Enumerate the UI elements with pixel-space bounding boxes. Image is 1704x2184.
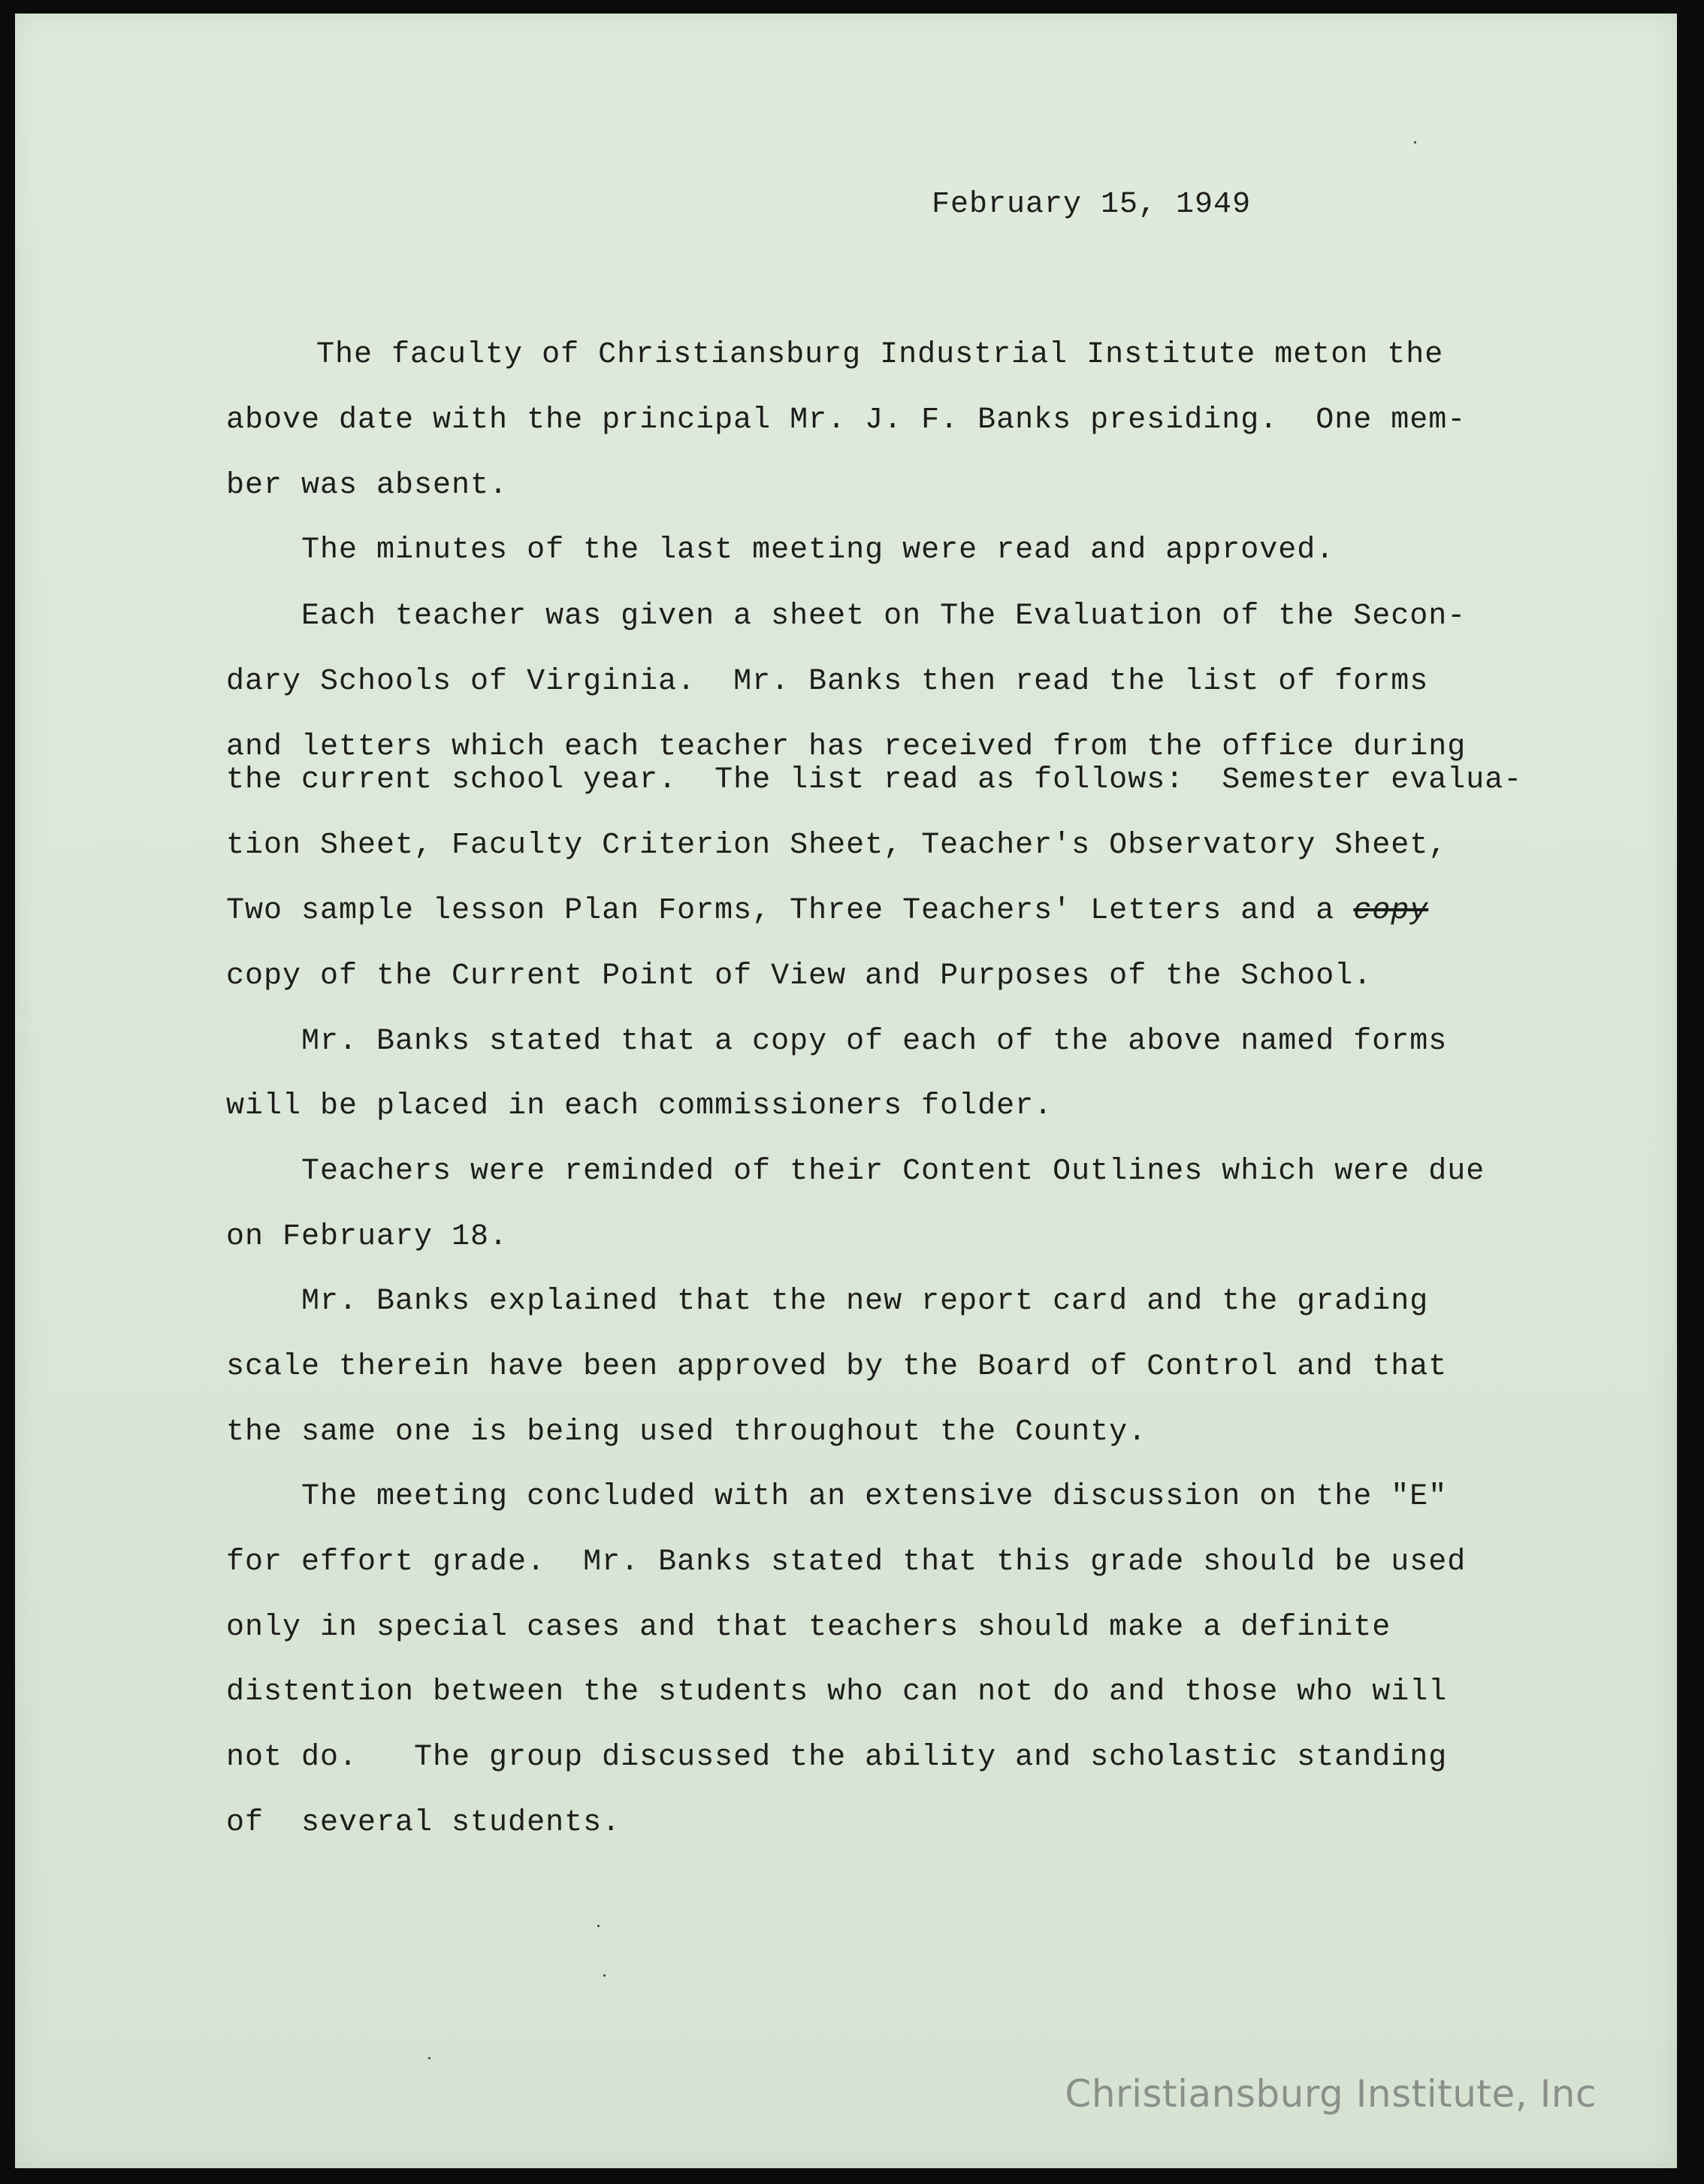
text-line: the current school year. The list read as follows: Semester evalua- bbox=[226, 763, 1523, 797]
text-line-content: Two sample lesson Plan Forms, Three Teachers' Letters and a bbox=[226, 894, 1335, 928]
struck-word: copy bbox=[1353, 894, 1429, 928]
text-line: only in special cases and that teachers should make a definite bbox=[226, 1611, 1391, 1645]
text-line: above date with the principal Mr. J. F. Banks presiding. One mem- bbox=[226, 403, 1467, 437]
text-line: the same one is being used throughout the County. bbox=[226, 1415, 1147, 1449]
text-line: The minutes of the last meeting were read and approved. bbox=[226, 533, 1335, 567]
text-line: Each teacher was given a sheet on The Evaluation of the Secon- bbox=[226, 600, 1467, 633]
text-line: ber was absent. bbox=[226, 469, 509, 503]
text-line: for effort grade. Mr. Banks stated that this grade should be used bbox=[226, 1545, 1467, 1579]
text-line: and letters which each teacher has received from the office during bbox=[226, 730, 1467, 764]
text-line: on February 18. bbox=[226, 1220, 509, 1254]
text-line bbox=[226, 894, 1428, 928]
paper-speck bbox=[1414, 141, 1416, 143]
document-date: February 15, 1949 bbox=[932, 188, 1252, 222]
text-line: tion Sheet, Faculty Criterion Sheet, Teacher's Observatory Sheet, bbox=[226, 829, 1448, 862]
text-line: Mr. Banks explained that the new report card and the grading bbox=[226, 1285, 1429, 1319]
text-line: of several students. bbox=[226, 1806, 621, 1840]
watermark-text: Christiansburg Institute, Inc bbox=[1065, 2072, 1597, 2116]
paper-speck bbox=[597, 1925, 600, 1927]
text-line: scale therein have been approved by the Board of Control and that bbox=[226, 1350, 1448, 1384]
text-line: dary Schools of Virginia. Mr. Banks then read the list of forms bbox=[226, 665, 1429, 699]
paper-speck bbox=[603, 1974, 606, 1977]
text-line: not do. The group discussed the ability and scholastic standing bbox=[226, 1741, 1448, 1775]
text-line: distention between the students who can not do and those who will bbox=[226, 1675, 1448, 1709]
text-line: The meeting concluded with an extensive discussion on the "E" bbox=[226, 1480, 1448, 1514]
text-line: Mr. Banks stated that a copy of each of the above named forms bbox=[226, 1025, 1448, 1059]
text-line: Teachers were reminded of their Content Outlines which were due bbox=[226, 1155, 1485, 1189]
text-line: copy of the Current Point of View and Purposes of the School. bbox=[226, 959, 1373, 993]
paper-sheet bbox=[15, 14, 1677, 2168]
text-line: will be placed in each commissioners folder. bbox=[226, 1089, 1053, 1123]
text-line: The faculty of Christiansburg Industrial Institute meton the bbox=[241, 338, 1444, 372]
paper-speck bbox=[428, 2057, 431, 2059]
